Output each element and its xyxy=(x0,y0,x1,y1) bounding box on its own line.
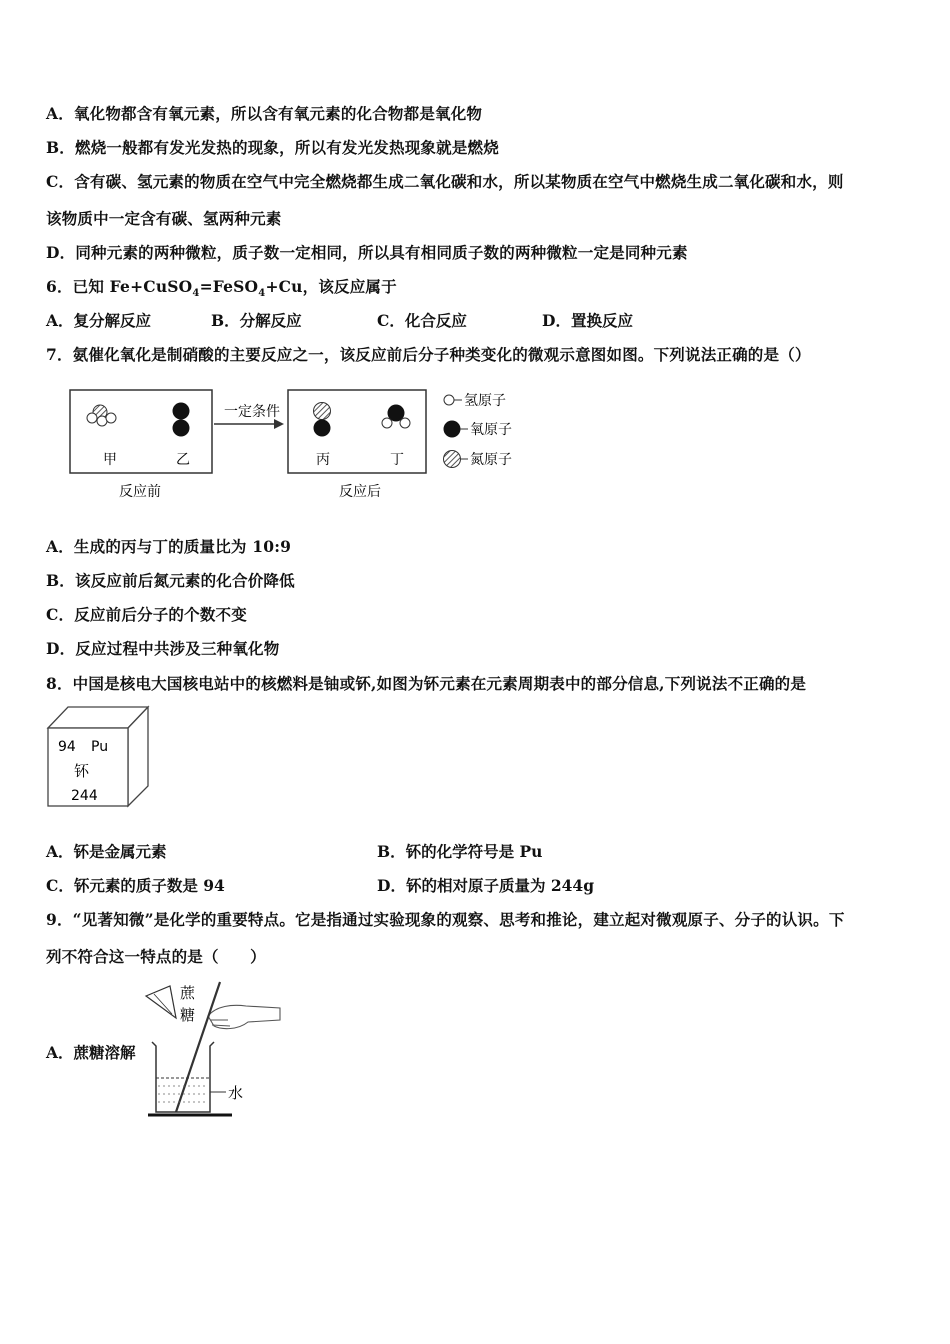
label-before: 反应前 xyxy=(119,484,161,500)
legend-hydrogen xyxy=(444,393,506,409)
label-after: 反应后 xyxy=(339,484,381,500)
q6-sub-2: 4 xyxy=(258,288,266,300)
q7-option-a: A．生成的丙与丁的质量比为 10:9 xyxy=(46,537,292,556)
q6-stem-mid: =FeSO xyxy=(199,277,259,296)
q8-stem: 8．中国是核电大国核电站中的核燃料是铀或钚,如图为钚元素在元素周期表中的部分信息,下列说法不正确的是 xyxy=(46,674,807,693)
beaker-icon xyxy=(148,1042,232,1115)
hand-icon xyxy=(208,1005,280,1028)
q8-option-b: B．钚的化学符号是 Pu xyxy=(377,842,543,861)
element-name: 钚 xyxy=(74,762,90,780)
q6-option-a: A．复分解反应 xyxy=(46,311,152,330)
q8-option-d: D．钚的相对原子质量为 244g xyxy=(377,876,595,895)
sugar-paper-icon xyxy=(146,986,176,1018)
q5-option-c-line1: C．含有碳、氢元素的物质在空气中完全燃烧都生成二氧化碳和水，所以某物质在空气中燃烧生成二氧化碳和水，则 xyxy=(46,172,844,191)
q6-stem-prefix: 6．已知 Fe+CuSO xyxy=(46,277,193,296)
legend-oxygen-label: 氧原子 xyxy=(470,422,512,438)
before-box xyxy=(70,390,212,473)
after-box xyxy=(288,390,426,473)
label-bing: 丙 xyxy=(316,452,330,468)
q9-stem-line2: 列不符合这一特点的是（ ） xyxy=(46,947,266,966)
q7-reaction-diagram xyxy=(60,382,550,508)
legend-oxygen xyxy=(444,421,513,439)
q6-sub-1: 4 xyxy=(192,288,200,300)
nitric-oxide-molecule-icon xyxy=(314,403,331,437)
q6-stem xyxy=(46,275,397,299)
label-yi: 乙 xyxy=(176,452,190,468)
q8-option-a: A．钚是金属元素 xyxy=(46,842,167,861)
q7-stem: 7．氨催化氧化是制硝酸的主要反应之一，该反应前后分子种类变化的微观示意图如图。下列说法正确的是（） xyxy=(46,345,811,364)
q6-stem-suffix: +Cu，该反应属于 xyxy=(265,277,397,296)
q5-option-c-line2: 该物质中一定含有碳、氢两种元素 xyxy=(46,209,282,228)
q7-option-c: C．反应前后分子的个数不变 xyxy=(46,605,247,624)
q5-option-d: D．同种元素的两种微粒，质子数一定相同，所以具有相同质子数的两种微粒一定是同种元素 xyxy=(46,243,688,262)
oxygen-molecule-icon xyxy=(173,403,190,437)
q7-option-b: B．该反应前后氮元素的化合价降低 xyxy=(46,571,295,590)
sugar-label-2: 糖 xyxy=(180,1006,196,1024)
water-label: 水 xyxy=(228,1084,244,1102)
legend-nitrogen xyxy=(444,451,513,469)
q6-option-d: D．置换反应 xyxy=(542,311,633,330)
q6-option-c: C．化合反应 xyxy=(377,311,467,330)
ammonia-molecule-icon xyxy=(87,405,116,426)
q6-option-b: B．分解反应 xyxy=(211,311,302,330)
plutonium-element-cell xyxy=(44,702,154,808)
label-jia: 甲 xyxy=(103,452,117,468)
element-symbol: Pu xyxy=(91,739,109,755)
label-ding: 丁 xyxy=(390,452,404,468)
q5-option-a: A．氧化物都含有氧元素，所以含有氧元素的化合物都是氧化物 xyxy=(46,104,483,123)
q7-option-d: D．反应过程中共涉及三种氧化物 xyxy=(46,639,280,658)
q9-option-a: A．蔗糖溶解 xyxy=(46,1043,136,1062)
water-molecule-icon xyxy=(382,405,410,429)
atomic-number: 94 xyxy=(58,739,76,755)
reaction-arrow-icon xyxy=(214,419,284,429)
q5-option-b: B．燃烧一般都有发光发热的现象，所以有发光发热现象就是燃烧 xyxy=(46,138,499,157)
legend-hydrogen-label: 氢原子 xyxy=(464,393,506,409)
atomic-mass: 244 xyxy=(71,788,98,804)
legend-nitrogen-label: 氮原子 xyxy=(470,452,512,468)
sugar-label-1: 蔗 xyxy=(180,984,196,1002)
arrow-condition: 一定条件 xyxy=(224,404,280,420)
sugar-dissolving-figure xyxy=(140,976,290,1122)
q9-stem-line1: 9．“见著知微”是化学的重要特点。它是指通过实验现象的观察、思考和推论，建立起对微观原子、分子的认识。下 xyxy=(46,910,845,929)
q8-option-c: C．钚元素的质子数是 94 xyxy=(46,876,225,895)
